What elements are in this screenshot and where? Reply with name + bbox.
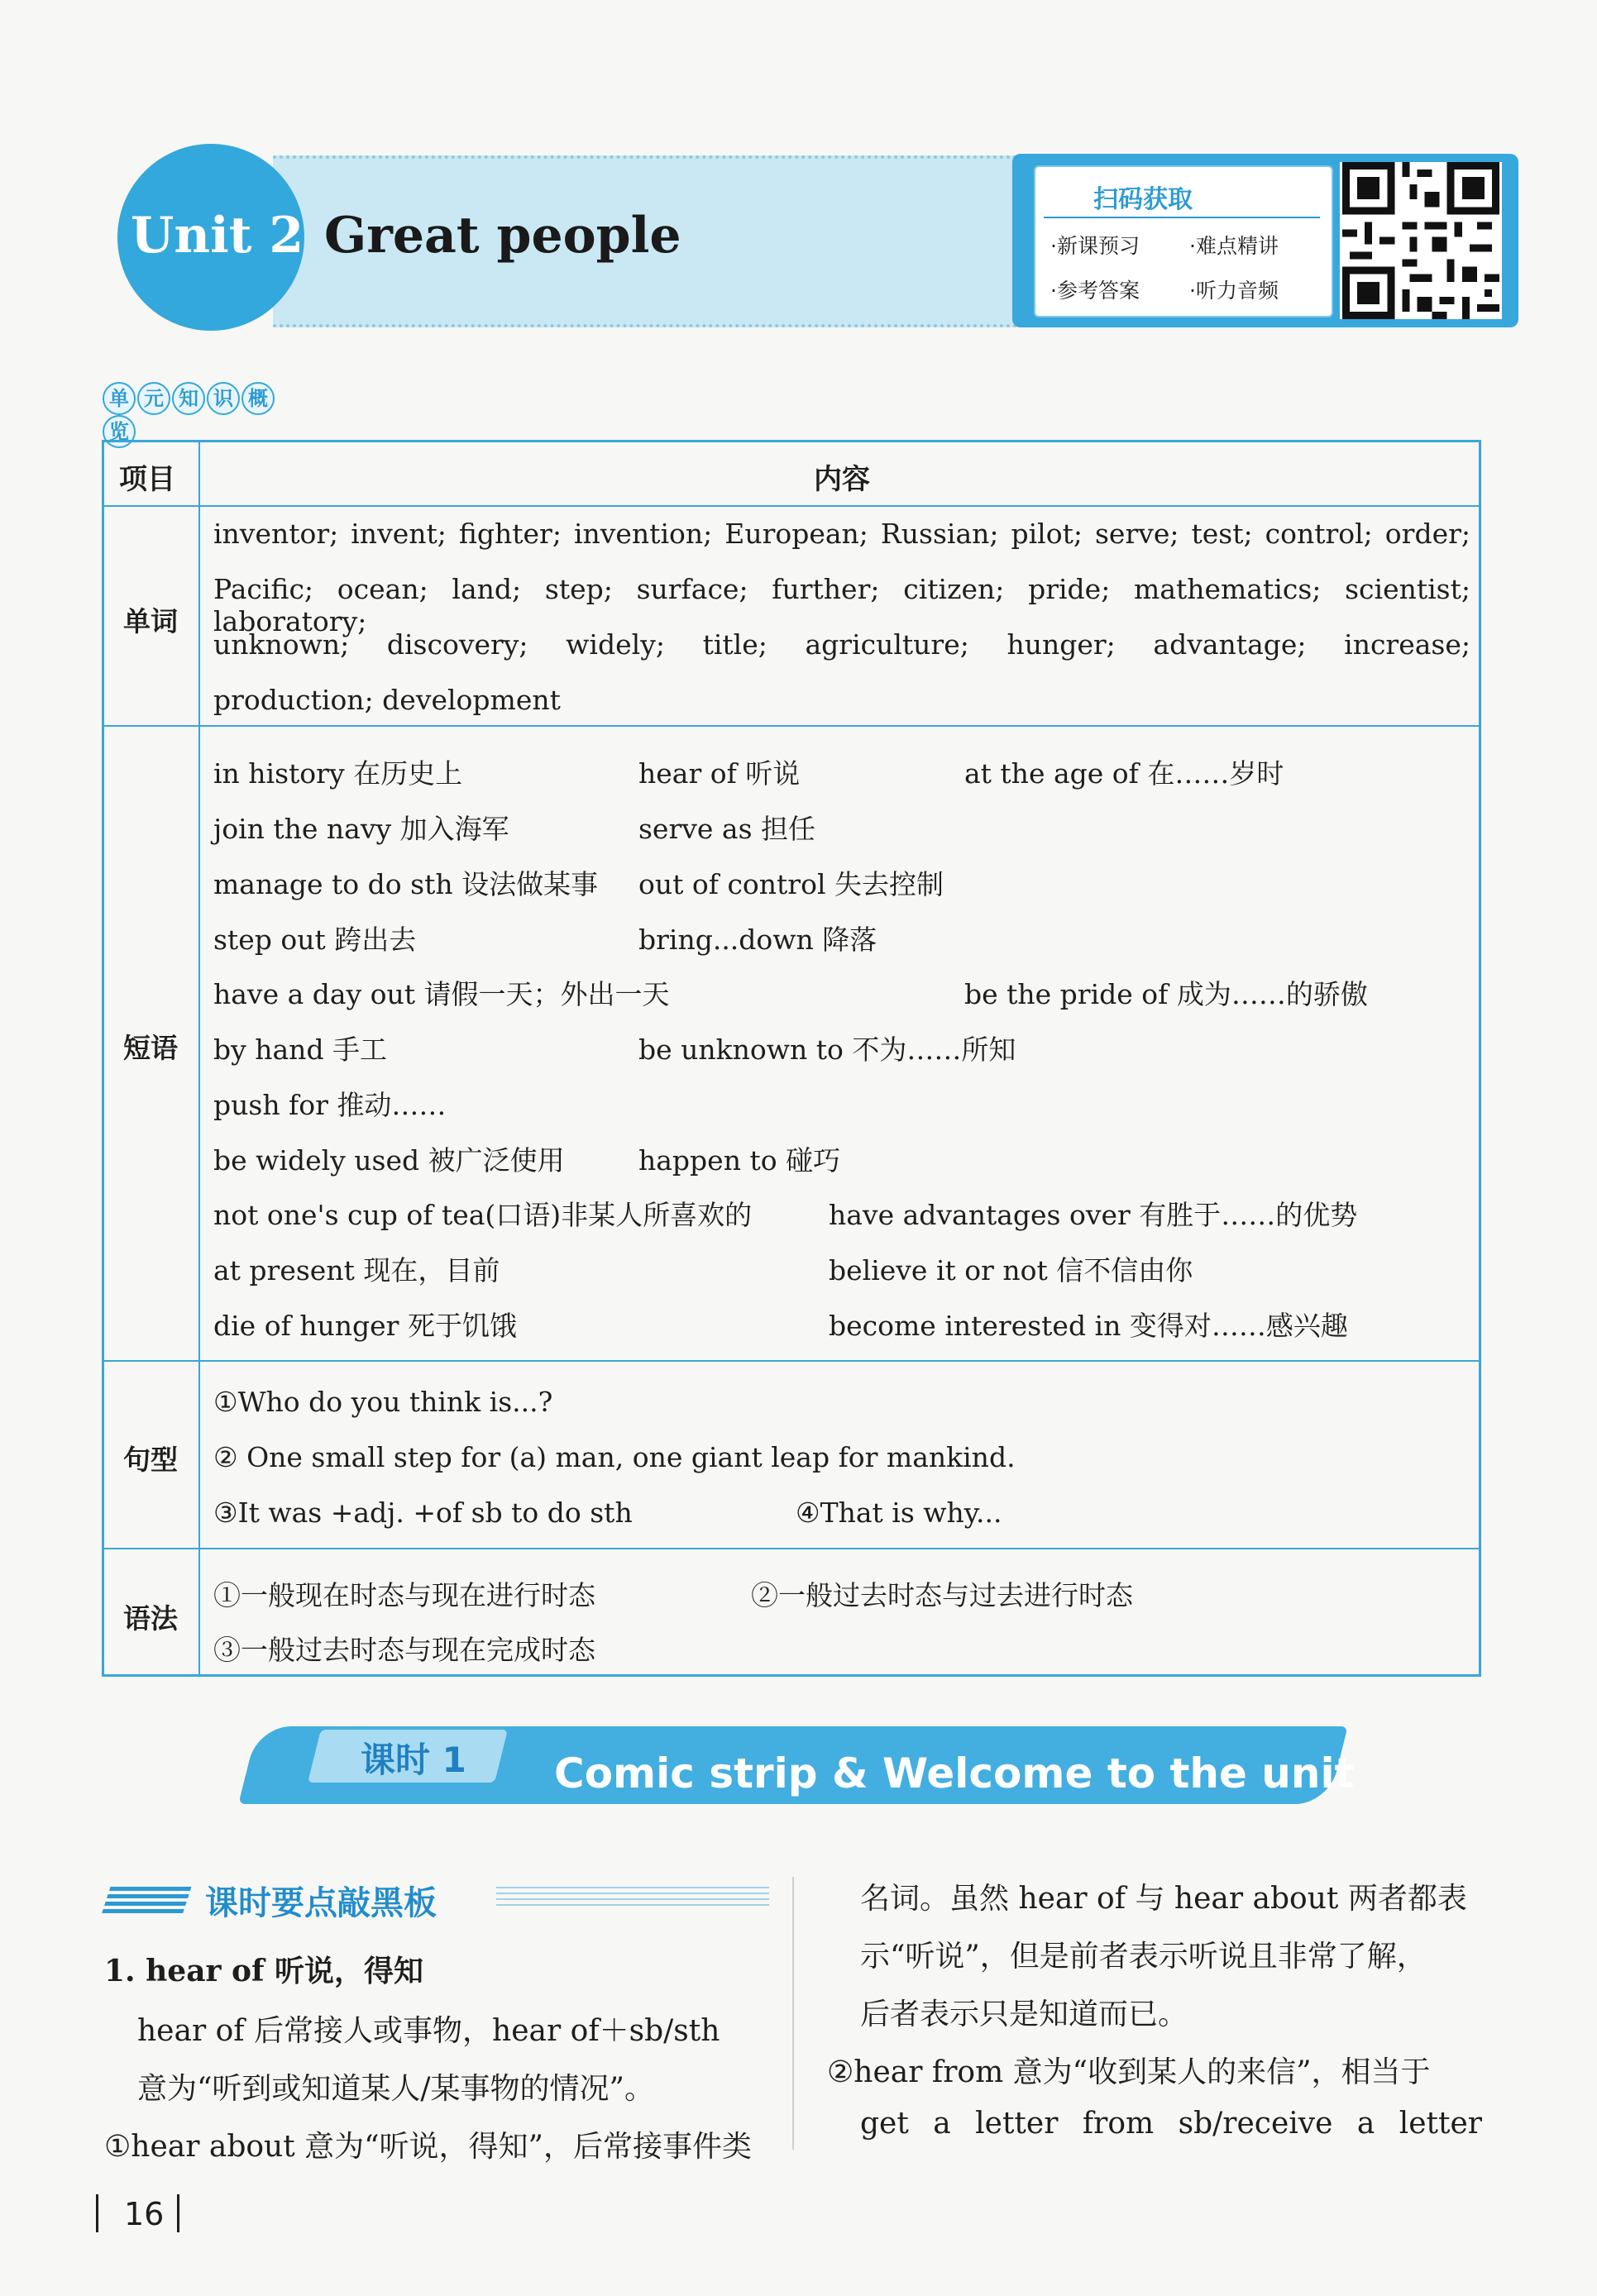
page-number: 16 [124,2196,165,2232]
qr-code-icon[interactable] [1340,162,1502,319]
divider [102,1548,1481,1549]
divider [102,505,1481,507]
tag-char: 元 [137,382,170,415]
scan-title: 扫码获取 [1093,185,1193,214]
divider [198,440,200,1677]
sentence-item: ①Who do you think is...? [213,1386,553,1418]
scan-item-audio[interactable]: ·听力音频 [1189,279,1279,303]
note-line: hear of 后常接人或事物，hear of＋sb/sth [137,2014,720,2048]
lesson-title: Comic strip & Welcome to the unit [554,1749,1355,1797]
phrase-item: be the pride of 成为……的骄傲 [964,978,1368,1010]
note-line: get a letter from sb/receive a letter [860,2107,1482,2141]
phrase-item: bring...down 降落 [638,924,877,956]
tag-char: 识 [207,382,240,415]
tag-char: 概 [241,382,275,415]
grammar-item: ③一般过去时态与现在完成时态 [213,1634,595,1666]
lesson-number: 课时 1 [361,1740,466,1780]
scan-item-answers[interactable]: ·参考答案 [1050,279,1140,303]
phrase-item: manage to do sth 设法做某事 [213,868,599,900]
divider [102,725,1481,727]
vocab-line: production; development [213,684,561,716]
section-title: 课时要点敲黑板 [205,1884,437,1922]
phrase-item: die of hunger 死于饥饿 [213,1310,517,1342]
sentence-item: ② One small step for (a) man, one giant leap for mankind. [213,1441,1016,1473]
phrase-item: have a day out 请假一天；外出一天 [213,978,670,1010]
vocab-line: inventor; invent; fighter; invention; European; Russian; pilot; serve; test; control; order; [213,518,1470,550]
phrase-item: be unknown to 不为……所知 [638,1033,1016,1066]
scan-item-preview[interactable]: ·新课预习 [1050,234,1140,258]
phrase-item: believe it or not 信不信由你 [829,1254,1193,1286]
phrase-item: step out 跨出去 [213,924,417,956]
section-rule [496,1887,769,1908]
phrase-item: not one's cup of tea(口语)非某人所喜欢的 [213,1199,753,1231]
phrase-item: by hand 手工 [213,1033,388,1066]
note-line: 后者表示只是知道而已。 [860,1998,1188,2031]
phrase-item: serve as 担任 [638,813,816,845]
note-line: ①hear about 意为“听说，得知”，后常接事件类 [104,2130,752,2164]
divider [177,2194,179,2232]
col-header-item: 项目 [119,463,175,496]
sentence-item: ③It was +adj. +of sb to do sth [213,1496,633,1529]
unit-label: Unit 2 [131,207,304,265]
tag-char: 览 [103,415,136,448]
vocab-line: unknown; discovery; widely; title; agriculture; hunger; advantage; increase; [213,628,1470,661]
tag-char: 知 [172,382,205,415]
tag-char: 单 [103,382,136,415]
phrase-item: join the navy 加入海军 [213,813,509,845]
section-marker-icon [101,1887,191,1915]
overview-tag [103,382,298,443]
phrase-item: have advantages over 有胜于……的优势 [829,1199,1358,1231]
column-divider [792,1877,794,2150]
phrase-item: at present 现在，目前 [213,1254,500,1286]
scan-item-explain[interactable]: ·难点精讲 [1189,234,1279,258]
phrase-item: be widely used 被广泛使用 [213,1144,565,1177]
point-title: 1. hear of 听说，得知 [104,1954,424,1988]
vocab-line: Pacific; ocean; land; step; surface; further; citizen; pride; mathematics; scientist; laboratory; [213,573,1470,637]
note-line: 示“听说”，但是前者表示听说且非常了解， [860,1940,1427,1974]
phrase-item: hear of 听说 [638,757,801,790]
row-label-grammar: 语法 [123,1602,178,1635]
row-label-sentences: 句型 [123,1444,178,1476]
col-header-content: 内容 [814,463,870,496]
divider [96,2194,98,2232]
unit-title: Great people [324,207,681,265]
grammar-item: ②一般过去时态与过去进行时态 [751,1579,1133,1611]
phrase-item: happen to 碰巧 [638,1144,841,1177]
phrase-item: in history 在历史上 [213,757,463,790]
phrase-item: push for 推动…… [213,1089,447,1121]
sentence-item: ④That is why... [796,1496,1002,1529]
grammar-item: ①一般现在时态与现在进行时态 [213,1579,595,1611]
phrase-item: out of control 失去控制 [638,868,944,900]
row-label-vocab: 单词 [123,605,178,637]
note-line: 意为“听到或知道某人/某事物的情况”。 [137,2072,654,2106]
divider [102,1360,1481,1362]
phrase-item: at the age of 在……岁时 [964,757,1284,790]
note-line: 名词。虽然 hear of 与 hear about 两者都表 [860,1882,1467,1916]
row-label-phrases: 短语 [123,1032,178,1064]
divider [1044,217,1320,218]
phrase-item: become interested in 变得对……感兴趣 [829,1310,1348,1342]
note-line: ②hear from 意为“收到某人的来信”，相当于 [827,2055,1431,2089]
